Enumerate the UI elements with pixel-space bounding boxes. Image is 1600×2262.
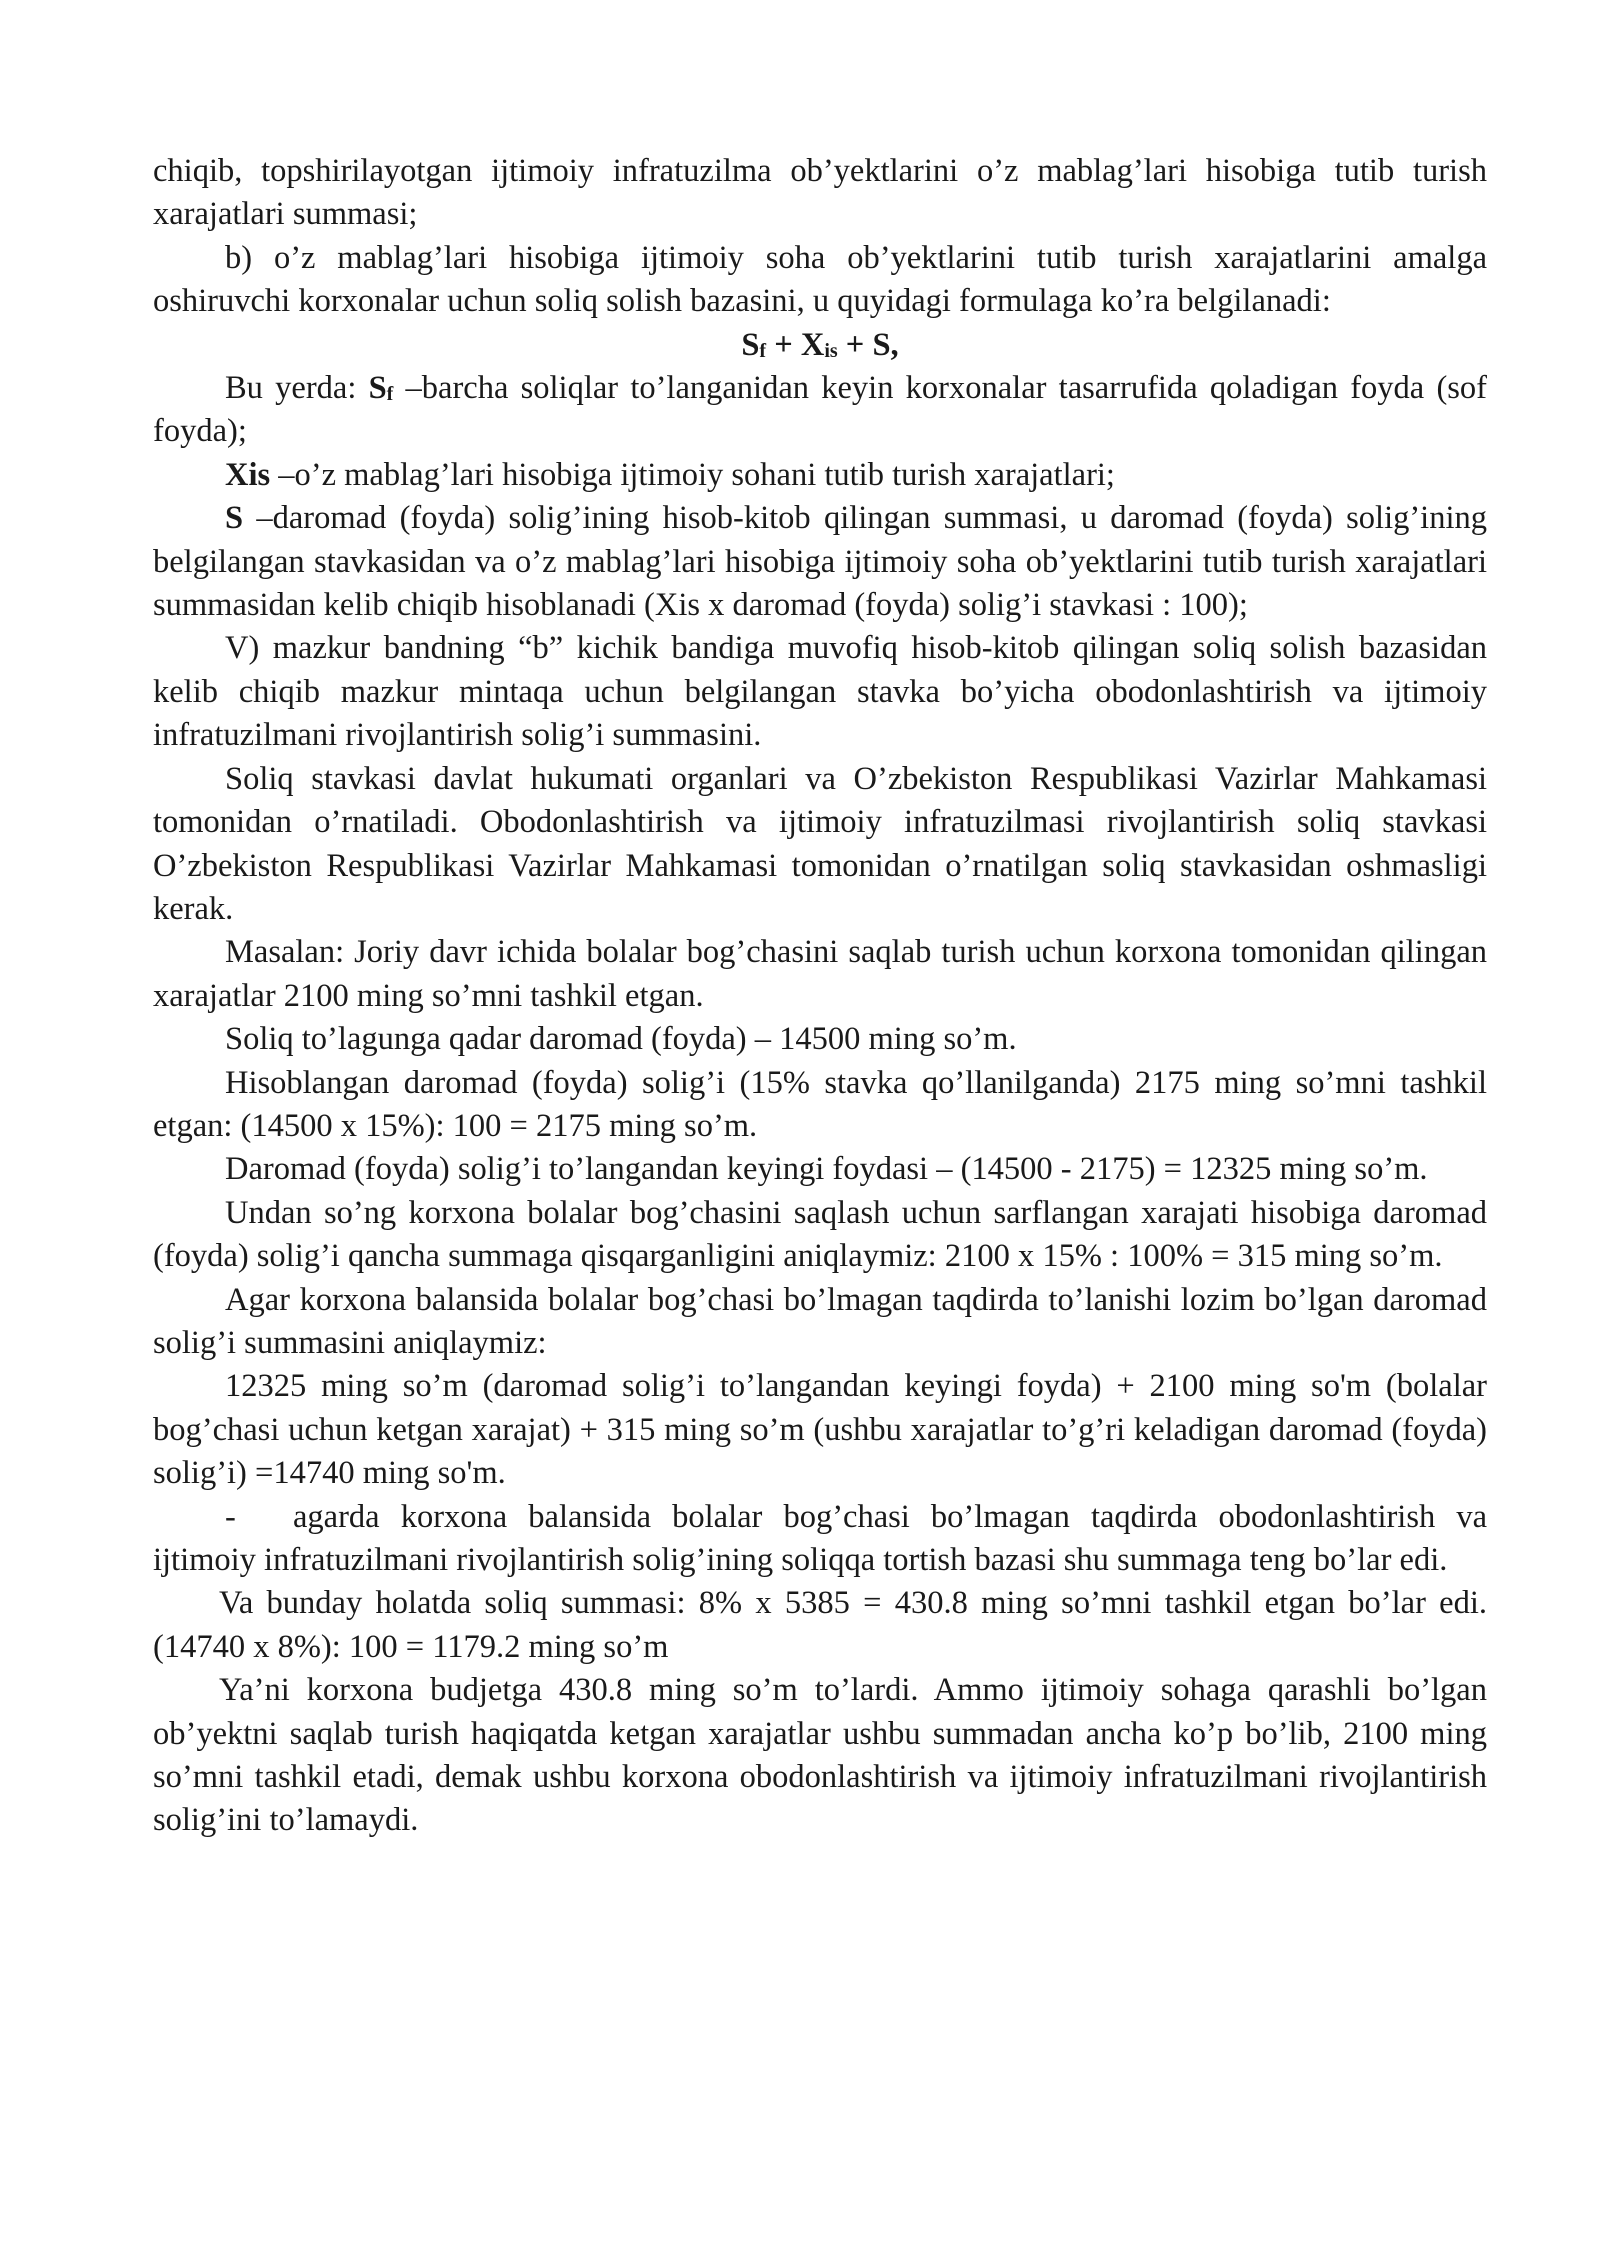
paragraph-example: Masalan: Joriy davr ichida bolalar bog’chasini saqlab turish uchun korxona tomonidan qilingan xarajatlar 2100 ming so’mni tashkil etgan. xyxy=(153,934,1487,1014)
paragraph-tax-rate: Soliq stavkasi davlat hukumati organlari va O’zbekiston Respublikasi Vazirlar Mahkamasi tomonidan o’rnatiladi. Obodonlashtirish va ijtimoiy infratuzilmasi rivojlantirish soliq stavkasi O’zbekiston Respublikasi Vazirlar Mahkamasi tomonidan o’rnatilgan soliq stavkasidan oshmasligi kerak. xyxy=(153,760,1487,927)
paragraph-income-before-tax: Soliq to’lagunga qadar daromad (foyda) – 14500 ming so’m. xyxy=(225,1021,1017,1058)
dash-marker: - xyxy=(225,1498,236,1535)
definition-intro: Bu yerda: xyxy=(225,370,369,407)
formula-rest: + S, xyxy=(837,326,899,363)
dash-item-text: agarda korxona balansida bolalar bog’chasi bo’lmagan taqdirda obodonlashtirish va ijtimoiy infratuzilmani rivojlantirish solig’ining soliqqa tortish bazasi shu summaga teng bo’lar edi. xyxy=(153,1498,1487,1578)
definition-text-s: –daromad (foyda) solig’ining hisob-kitob qilingan summasi, u daromad (foyda) solig’ining belgilangan stavkasidan va o’z mablag’lari hisobiga ijtimoiy soha ob’yektlarini tutib turish xarajatlari summasidan kelib chiqib hisoblanadi (Xis x daromad (foyda) solig’i stavkasi : 100); xyxy=(153,500,1487,624)
paragraph-dash-item xyxy=(153,1496,1487,1583)
definition-term-sf: $S_f$ xyxy=(368,370,394,407)
paragraph-tax-sum: Va bunday holatda soliq summasi: 8% x 5385 = 430.8 ming so’mni tashkil etgan bo’lar edi. (14740 x 8%): 100 = 1179.2 ming so’m xyxy=(153,1585,1487,1665)
paragraph-conclusion: Ya’ni korxona budjetga 430.8 ming so’m to’lardi. Ammo ijtimoiy sohaga qarashli bo’lgan ob’yektni saqlab turish haqiqatda ketgan xarajatlar ushbu summadan ancha ko’p bo’lib, 2100 ming so’mni tashkil etadi, demak ushbu korxona obodonlashtirish va ijtimoiy infratuzilmani rivojlantirish solig’ini to’lamaydi. xyxy=(153,1672,1487,1839)
formula-x-subscript: is xyxy=(824,339,838,362)
definition-text-xis: –o’z mablag’lari hisobiga ijtimoiy sohani tutib turish xarajatlari; xyxy=(270,456,1115,493)
definition-xis xyxy=(153,454,1487,497)
paragraph-item-v: V) mazkur bandning “b” kichik bandiga muvofiq hisob-kitob qilingan soliq solish bazasidan kelib chiqib mazkur mintaqa uchun belgilangan stavka bo’yicha obodonlashtirish va ijtimoiy infratuzilmani rivojlantirish solig’i summasini. xyxy=(153,630,1487,754)
definition-term-s: S xyxy=(225,500,244,537)
formula xyxy=(153,324,1487,367)
formula-s-subscript: f xyxy=(759,339,767,362)
paragraph-without-kindergarten: Agar korxona balansida bolalar bog’chasi bo’lmagan taqdirda to’lanishi lozim bo’lgan daromad solig’i summasini aniqlaymiz: xyxy=(153,1281,1487,1361)
formula-plus-x: + X xyxy=(766,326,825,363)
definition-sf xyxy=(153,367,1487,454)
paragraph-continuation: chiqib, topshirilayotgan ijtimoiy infratuzilma ob’yektlarini o’z mablag’lari hisobiga tutib turish xarajatlari summasi; xyxy=(153,153,1487,233)
definition-text-sf: –barcha soliqlar to’langanidan keyin korxonalar tasarrufida qoladigan foyda (sof foyda); xyxy=(153,370,1487,450)
paragraph-tax-reduction: Undan so’ng korxona bolalar bog’chasini saqlash uchun sarflangan xarajati hisobiga daromad (foyda) solig’i qancha summaga qisqarganligini aniqlaymiz: 2100 x 15% : 100% = 315 ming so’m. xyxy=(153,1194,1487,1275)
document-page xyxy=(153,150,1487,1843)
definition-term-xis: Xis xyxy=(225,456,271,493)
paragraph-calculated-tax: Hisoblangan daromad (foyda) solig’i (15% stavka qo’llanilganda) 2175 ming so’mni tashkil etgan: (14500 x 15%): 100 = 2175 ming so’m. xyxy=(153,1064,1487,1144)
paragraph-net-profit: Daromad (foyda) solig’i to’langandan keyingi foydasi – (14500 - 2175) = 12325 ming so’m. xyxy=(225,1151,1428,1188)
paragraph-base-sum: 12325 ming so’m (daromad solig’i to’langandan keyingi foyda) + 2100 ming so'm (bolalar bog’chasi uchun ketgan xarajat) + 315 ming so’m (ushbu xarajatlar to’g’ri keladigan daromad (foyda) solig’i) =14740 ming so'm. xyxy=(153,1368,1487,1492)
paragraph-item-b: b) o’z mablag’lari hisobiga ijtimoiy soha ob’yektlarini tutib turish xarajatlarini amalga oshiruvchi korxonalar uchun soliq solish bazasini, u quyidagi formulaga ko’ra belgilanadi: xyxy=(153,239,1487,320)
formula-s: S xyxy=(741,326,760,363)
definition-s xyxy=(153,497,1487,627)
